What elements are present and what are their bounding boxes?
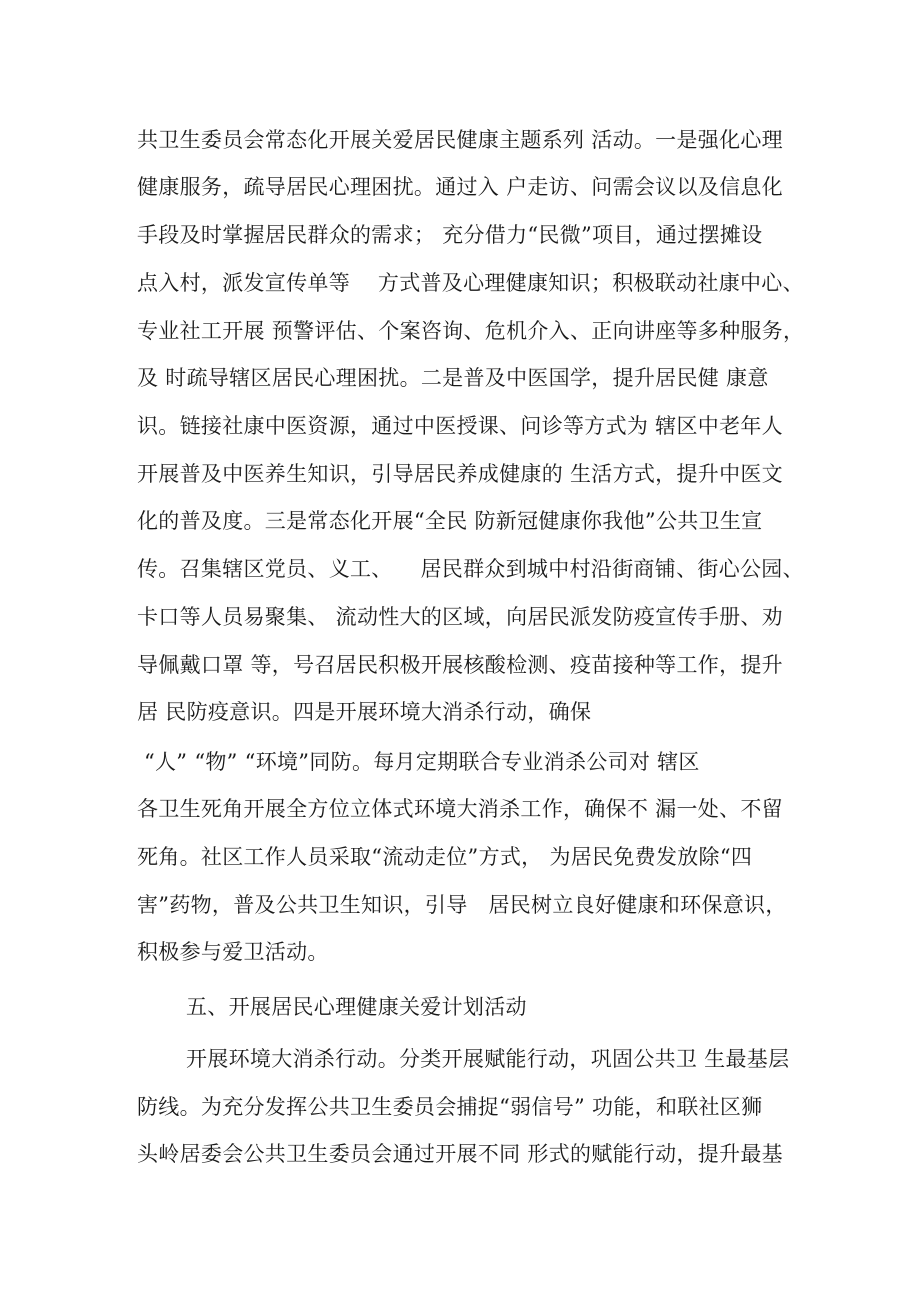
text-line: 开展环境大消杀行动。分类开展赋能行动，巩固公共卫 生最基层 xyxy=(186,1047,790,1071)
text-line: 及 时疏导辖区居民心理困扰。二是普及中医国学，提升居民健 康意 xyxy=(137,366,769,390)
text-line: 识。链接社康中医资源，通过中医授课、问诊等方式为 辖区中老年人 xyxy=(137,414,783,438)
section-heading: 五、开展居民心理健康关爱计划活动 xyxy=(186,995,527,1019)
text-line: 传。召集辖区党员、义工、 居民群众到城中村沿街商铺、街心公园、 xyxy=(137,557,804,581)
text-line: 开展普及中医养生知识，引导居民养成健康的 生活方式，提升中医文 xyxy=(137,462,783,486)
text-line: 健康服务，疏导居民心理困扰。通过入 户走访、问需会议以及信息化 xyxy=(137,175,783,199)
text-line: 居 民防疫意识。四是开展环境大消杀行动，确保 xyxy=(137,700,592,724)
text-line: 防线。为充分发挥公共卫生委员会捕捉“弱信号” 功能，和联社区狮 xyxy=(137,1095,763,1119)
text-line: 各卫生死角开展全方位立体式环境大消杀工作，确保不 漏一处、不留 xyxy=(137,797,783,821)
text-line: “人” “物” “环境”同防。每月定期联合专业消杀公司对 辖区 xyxy=(137,750,700,774)
text-line: 头岭居委会公共卫生委员会通过开展不同 形式的赋能行动，提升最基 xyxy=(137,1142,783,1166)
text-line: 害”药物，普及公共卫生知识，引导 居民树立良好健康和环保意识， xyxy=(137,893,787,917)
text-line: 导佩戴口罩 等，号召居民积极开展核酸检测、疫苗接种等工作，提升 xyxy=(137,653,783,677)
text-line: 化的普及度。三是常态化开展“全民 防新冠健康你我他”公共卫生宣 xyxy=(137,509,763,533)
text-line: 手段及时掌握居民群众的需求； 充分借力“民微”项目，通过摆摊设 xyxy=(137,223,763,247)
text-line: 点入村，派发宣传单等 方式普及心理健康知识；积极联动社康中心、 xyxy=(137,271,804,295)
text-line: 专业社工开展 预警评估、个案咨询、危机介入、正向讲座等多种服务， xyxy=(137,319,805,343)
text-line: 积极参与爱卫活动。 xyxy=(137,940,329,964)
text-line: 共卫生委员会常态化开展关爱居民健康主题系列 活动。一是强化心理 xyxy=(137,128,783,152)
text-line: 死角。社区工作人员采取“流动走位”方式， 为居民免费发放除“四 xyxy=(137,845,753,869)
text-line: 卡口等人员易聚集、 流动性大的区域，向居民派发防疫宣传手册、劝 xyxy=(137,605,783,629)
